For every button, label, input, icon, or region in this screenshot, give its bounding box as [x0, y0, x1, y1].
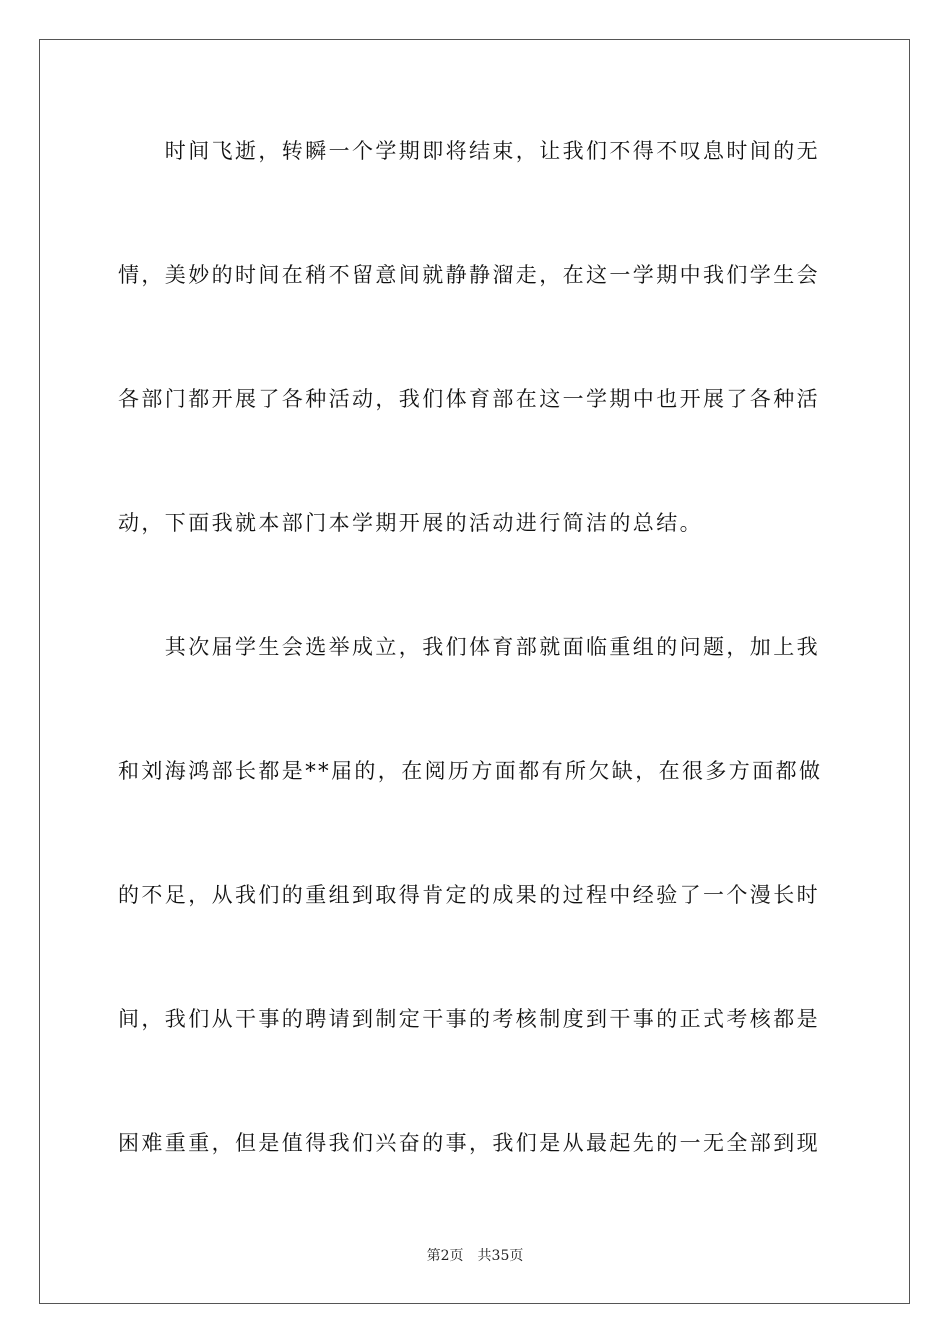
- text-line: 的不足，从我们的重组到取得肯定的成果的过程中经验了一个漫长时: [118, 883, 820, 907]
- text-line: 动，下面我就本部门本学期开展的活动进行简洁的总结。: [118, 511, 703, 535]
- text-line: 间，我们从干事的聘请到制定干事的考核制度到干事的正式考核都是: [118, 1007, 820, 1031]
- text-line: 困难重重，但是值得我们兴奋的事，我们是从最起先的一无全部到现: [118, 1131, 820, 1155]
- text-line: 和刘海鸿部长都是**届的，在阅历方面都有所欠缺，在很多方面都做: [118, 759, 823, 783]
- text-line: 各部门都开展了各种活动，我们体育部在这一学期中也开展了各种活: [118, 387, 820, 411]
- page-footer: [0, 1247, 950, 1265]
- page-border: [39, 39, 910, 1304]
- page-number: 第2页: [426, 1248, 464, 1264]
- text-line: 时间飞逝，转瞬一个学期即将结束，让我们不得不叹息时间的无: [118, 139, 820, 163]
- text-line: 情，美妙的时间在稍不留意间就静静溜走，在这一学期中我们学生会: [118, 263, 820, 287]
- text-line: 其次届学生会选举成立，我们体育部就面临重组的问题，加上我: [118, 635, 820, 659]
- page-total: 共35页: [477, 1248, 524, 1264]
